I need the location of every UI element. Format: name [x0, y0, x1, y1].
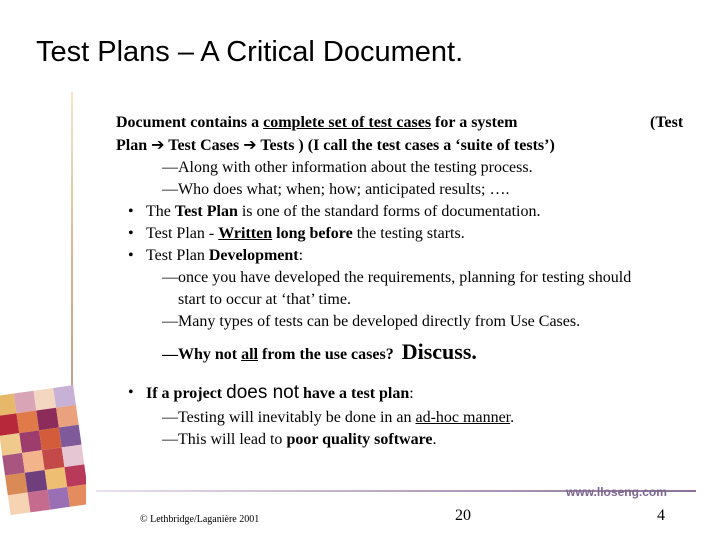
sub-item-requirements-cont: start to occur at ‘that’ time.	[178, 291, 351, 308]
right-arrow-icon: ➔	[151, 135, 165, 154]
bullet-icon: •	[128, 384, 134, 401]
bullet-written-before: • Test Plan - Written long before the testing starts.	[116, 223, 696, 245]
website-url: www.lloseng.com	[566, 485, 667, 499]
bullet-development: • Test Plan Development:	[116, 245, 696, 267]
bullet-standard-forms: • The Test Plan is one of the standard forms of documentation.	[116, 201, 696, 223]
sub-item-why-not: —Why not all from the use cases? Discuss.	[162, 339, 477, 364]
chapter-number: 20	[455, 507, 471, 524]
sub-item-who: —Who does what; when; how; anticipated results; ….	[162, 181, 510, 198]
right-arrow-icon: ➔	[243, 135, 257, 154]
sub-item-adhoc: —Testing will inevitably be done in an ad-hoc manner.	[162, 409, 515, 426]
intro-line-1: Document contains a complete set of test cases for a system (Test	[116, 114, 684, 131]
page-title: Test Plans – A Critical Document.	[36, 36, 464, 68]
copyright-footer: © Lethbridge/Laganière 2001	[140, 514, 260, 525]
bullet-icon: •	[128, 225, 134, 242]
discuss-label: Discuss.	[401, 339, 477, 364]
sub-item-use-cases: —Many types of tests can be developed directly from Use Cases.	[162, 313, 581, 330]
slide-body	[116, 112, 696, 451]
page-number: 4	[657, 507, 665, 524]
bullet-no-test-plan: • If a project does not have a test plan:	[116, 380, 696, 407]
sub-item-along: —Along with other information about the testing process.	[162, 159, 533, 176]
sub-item-requirements: —once you have developed the requirements, planning for testing should	[162, 269, 632, 286]
sub-item-poor-quality: —This will lead to poor quality software.	[162, 431, 437, 448]
intro-line-2: Plan ➔ Test Cases ➔ Tests ) (I call the test cases a ‘suite of tests’)	[116, 135, 555, 154]
bullet-icon: •	[128, 203, 134, 220]
bullet-icon: •	[128, 247, 134, 264]
decorative-mosaic	[0, 382, 86, 520]
